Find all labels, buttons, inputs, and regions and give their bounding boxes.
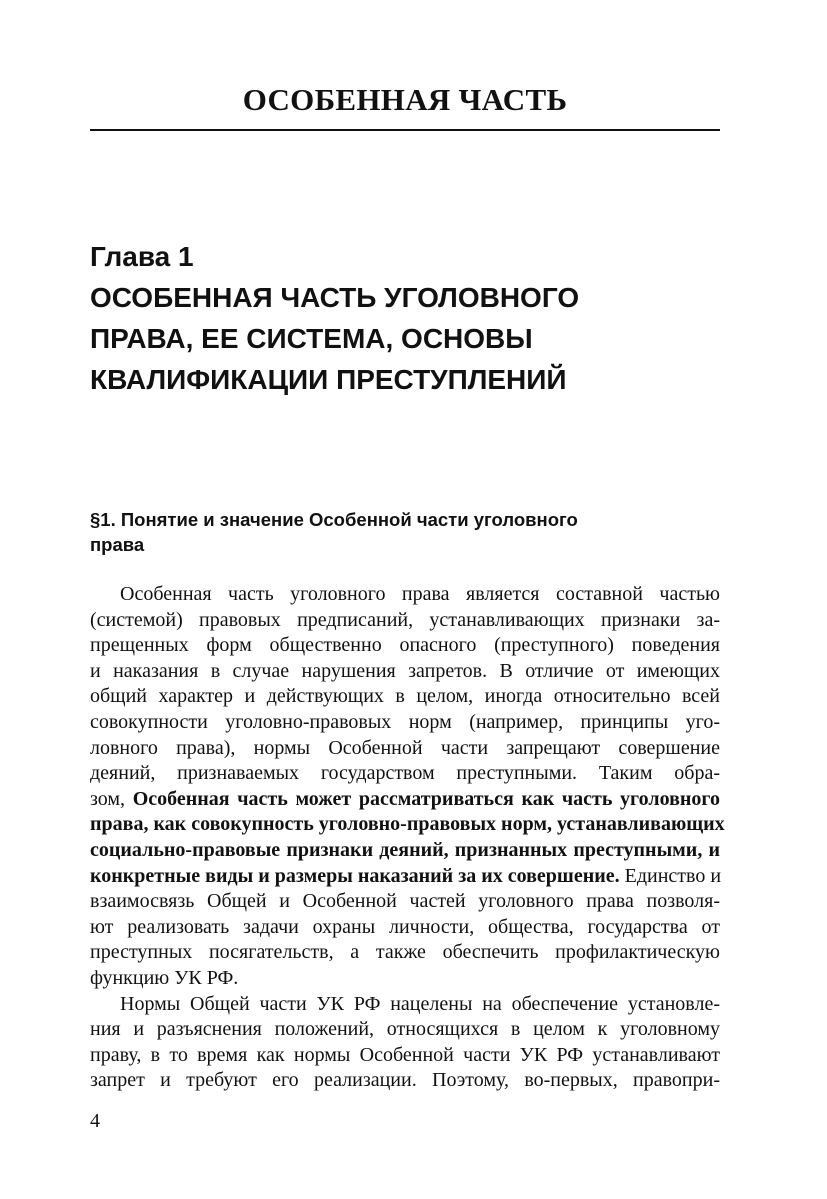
- paragraph-line: Особенная часть уголовного права является составной частью: [120, 583, 720, 605]
- paragraph-line: ловного права), нормы Особенной части запрещают совершение: [90, 736, 720, 759]
- paragraph-line: [90, 864, 720, 890]
- bold-phrase: права, как совокупность уголовно-правовых норм, устанавливающих: [90, 813, 725, 836]
- paragraph-line: [90, 812, 725, 838]
- section-title-line: §1. Понятие и значение Особенной части уголовного: [90, 509, 578, 530]
- bold-phrase: конкретные виды и размеры наказаний за их совершение.: [90, 864, 620, 887]
- section-heading: [90, 507, 720, 557]
- paragraph-line: запрет и требуют его реализации. Поэтому, во-первых, правопри-: [90, 1069, 720, 1092]
- bold-phrase: социально-правовые признаки деяний, признанных преступными, и: [90, 838, 720, 861]
- paragraph-line: и наказания в случае нарушения запретов. В отличие от имеющих: [90, 659, 720, 682]
- paragraph-line: [90, 838, 720, 864]
- paragraph-line: общий характер и действующих в целом, иногда относительно всей: [90, 685, 720, 708]
- paragraph-line: преступных посягательств, а также обеспечить профилактическую: [90, 941, 720, 964]
- paragraph-line: [90, 787, 720, 813]
- chapter-heading: [90, 236, 730, 400]
- paragraph-line: праву, в то время как нормы Особенной части УК РФ устанавливают: [90, 1043, 720, 1066]
- paragraph-line: ют реализовать задачи охраны личности, общества, государства от: [90, 915, 720, 938]
- page-number: 4: [90, 1110, 100, 1132]
- line-segment: зом,: [90, 787, 126, 810]
- running-head: ОСОБЕННАЯ ЧАСТЬ: [242, 82, 568, 117]
- paragraph-line: ния и разъяснения положений, относящихся в целом к уголовному: [90, 1018, 720, 1041]
- paragraph-line: (системой) правовых предписаний, устанавливающих признаки за-: [90, 608, 720, 631]
- chapter-label: Глава 1: [90, 241, 194, 272]
- paragraph-line: прещенных форм общественно опасного (преступного) поведения: [90, 634, 720, 657]
- section-title-line: права: [90, 534, 145, 555]
- bold-phrase: Особенная часть может рассматриваться как часть уголовного: [132, 787, 720, 810]
- paragraph-line: совокупности уголовно-правовых норм (например, принципы уго-: [90, 710, 720, 733]
- paragraph-line: взаимосвязь Общей и Особенной частей уголовного права позволя-: [90, 890, 720, 913]
- chapter-title-line: ПРАВА, ЕЕ СИСТЕМА, ОСНОВЫ: [90, 323, 533, 354]
- paragraph-line: Нормы Общей части УК РФ нацелены на обеспечение установле-: [120, 992, 720, 1015]
- body-text: [90, 582, 725, 1094]
- chapter-title-line: ОСОБЕННАЯ ЧАСТЬ УГОЛОВНОГО: [90, 282, 580, 313]
- line-segment: Единство и: [624, 864, 722, 887]
- header-rule: [90, 129, 720, 131]
- chapter-title-line: КВАЛИФИКАЦИИ ПРЕСТУПЛЕНИЙ: [90, 364, 567, 395]
- paragraph-line: деяний, признаваемых государством преступными. Таким обра-: [90, 762, 720, 785]
- paragraph-line: функцию УК РФ.: [90, 966, 239, 989]
